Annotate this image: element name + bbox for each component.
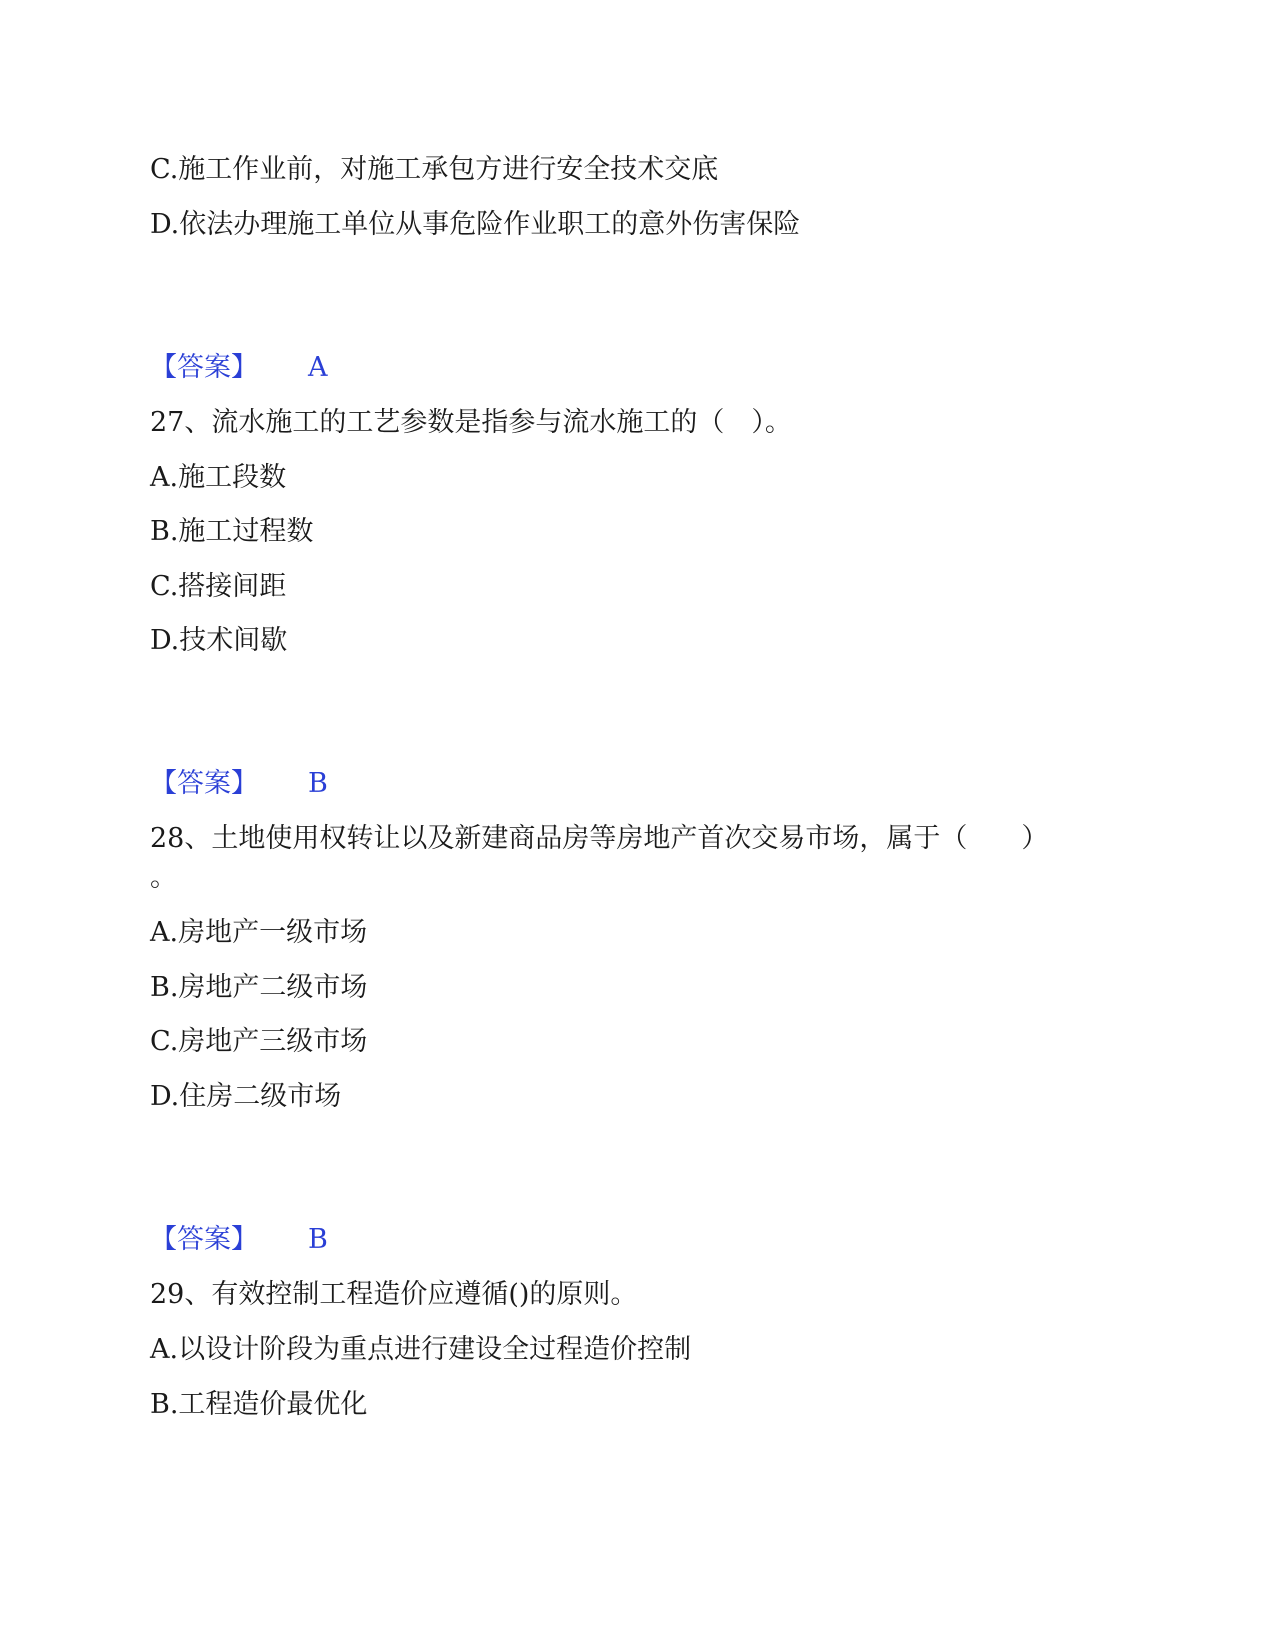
q28-option-d: D.住房二级市场 [150, 1081, 342, 1112]
answer-value: A [308, 352, 328, 383]
answer-label: 【答案】 [150, 352, 258, 383]
q28-question-line2: 。 [150, 862, 177, 893]
q27-answer [150, 766, 328, 802]
q27-option-c: C.搭接间距 [150, 571, 287, 602]
q27-question: 27、流水施工的工艺参数是指参与流水施工的（ ）。 [150, 407, 792, 438]
q28-answer [150, 1222, 328, 1258]
q29-option-b: B.工程造价最优化 [150, 1389, 368, 1420]
answer-value: B [308, 768, 328, 799]
answer-label: 【答案】 [150, 1224, 258, 1255]
q28-option-a: A.房地产一级市场 [150, 917, 368, 948]
q28-option-b: B.房地产二级市场 [150, 972, 368, 1003]
q27-option-b: B.施工过程数 [150, 516, 314, 547]
q27-option-a: A.施工段数 [150, 462, 287, 493]
q26-option-c: C.施工作业前，对施工承包方进行安全技术交底 [150, 154, 719, 185]
q28-question-line1: 28、土地使用权转让以及新建商品房等房地产首次交易市场，属于（ ） [150, 823, 1049, 854]
q27-option-d: D.技术间歇 [150, 625, 288, 656]
q28-option-c: C.房地产三级市场 [150, 1026, 368, 1057]
q26-option-d: D.依法办理施工单位从事危险作业职工的意外伤害保险 [150, 209, 801, 240]
answer-label: 【答案】 [150, 768, 258, 799]
q26-answer [150, 350, 328, 386]
answer-value: B [308, 1224, 328, 1255]
q29-option-a: A.以设计阶段为重点进行建设全过程造价控制 [150, 1334, 692, 1365]
q29-question: 29、有效控制工程造价应遵循()的原则。 [150, 1279, 638, 1310]
